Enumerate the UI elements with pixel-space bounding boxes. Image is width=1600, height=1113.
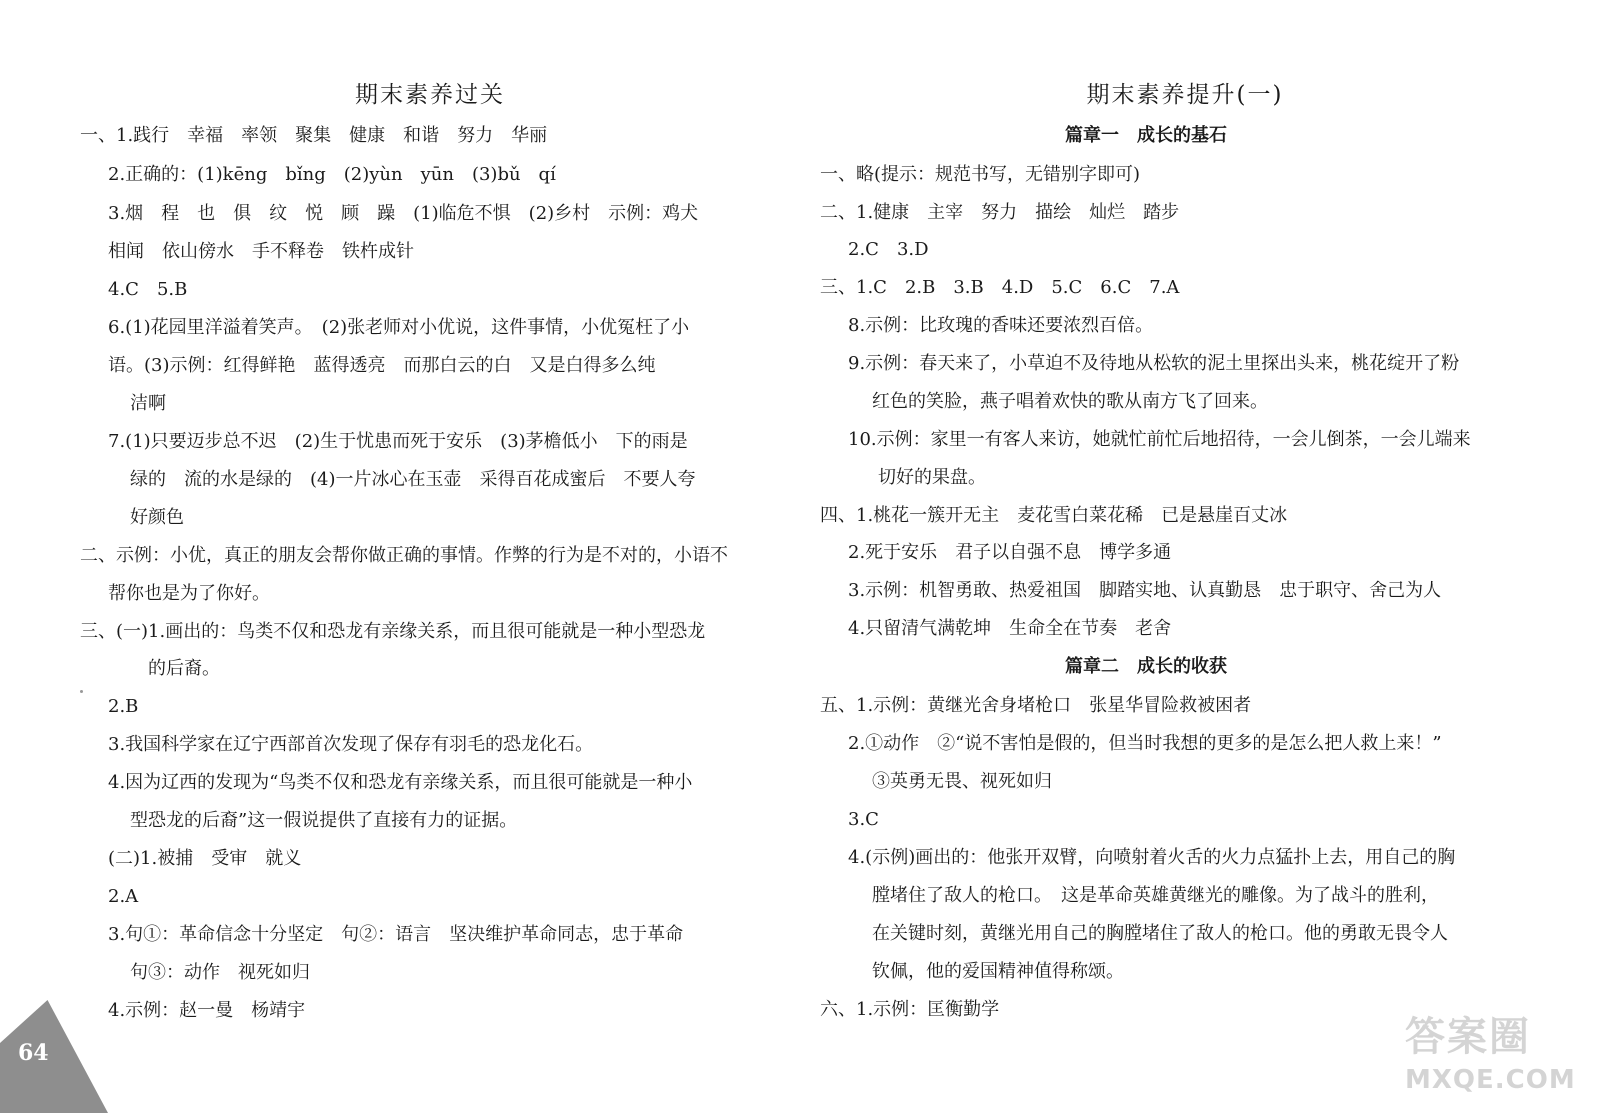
answer-line: 7.(1)只要迈步总不迟 (2)生于忧患而死于安乐 (3)茅檐低小 下的雨是 <box>108 431 688 452</box>
answer-line: 句③：动作 视死如归 <box>130 962 310 983</box>
answer-line: 绿的 流的水是绿的 (4)一片冰心在玉壶 采得百花成蜜后 不要人夸 <box>130 469 696 490</box>
answer-line: 4.(示例)画出的：他张开双臂，向喷射着火舌的火力点猛扑上去，用自己的胸 <box>848 847 1456 868</box>
answer-line: 切好的果盘。 <box>878 467 986 488</box>
answer-line: 一、1.践行 幸福 率领 聚集 健康 和谐 努力 华丽 <box>80 125 548 146</box>
answer-line: 3.我国科学家在辽宁西部首次发现了保存有羽毛的恐龙化石。 <box>108 734 594 755</box>
answer-line: 三、1.C 2.B 3.B 4.D 5.C 6.C 7.A <box>820 277 1180 298</box>
answer-line: 六、1.示例：匡衡勤学 <box>820 999 1000 1020</box>
answer-line: 2.A <box>108 886 139 907</box>
answer-line: ③英勇无畏、视死如归 <box>872 771 1052 792</box>
answer-line: 三、(一)1.画出的：鸟类不仅和恐龙有亲缘关系，而且很可能就是一种小型恐龙 <box>80 621 706 642</box>
answer-line: 4.因为辽西的发现为“鸟类不仅和恐龙有亲缘关系，而且很可能就是一种小 <box>108 772 693 793</box>
answer-line: 的后裔。 <box>148 658 220 679</box>
answer-line: 9.示例：春天来了，小草迫不及待地从松软的泥土里探出头来，桃花绽开了粉 <box>848 353 1460 374</box>
watermark <box>1405 1005 1585 1105</box>
answer-line: 3.示例：机智勇敢、热爱祖国 脚踏实地、认真勤恳 忠于职守、舍己为人 <box>848 580 1442 601</box>
watermark-logo: 答案圈 <box>1405 1013 1531 1060</box>
answer-line: 4.只留清气满乾坤 生命全在节奏 老舍 <box>848 618 1172 639</box>
answer-line: 钦佩，他的爱国精神值得称颂。 <box>872 961 1124 982</box>
answer-line: 五、1.示例：黄继光舍身堵枪口 张星华冒险救被困者 <box>820 695 1252 716</box>
answer-line: 4.C 5.B <box>108 279 188 300</box>
answer-line: 型恐龙的后裔”这一假说提供了直接有力的证据。 <box>130 810 518 831</box>
answer-line: 好颜色 <box>130 507 184 528</box>
answer-line: 相闻 依山傍水 手不释卷 铁杵成针 <box>108 241 414 262</box>
right-page <box>800 0 1600 1113</box>
answer-line: 洁啊 <box>130 393 166 414</box>
answer-line: 10.示例：家里一有客人来访，她就忙前忙后地招待，一会儿倒茶，一会儿端来 <box>848 429 1471 450</box>
chapter-heading: 篇章二 成长的收获 <box>1065 656 1227 677</box>
answer-line: 3.烟 程 也 俱 纹 悦 顾 躁 (1)临危不惧 (2)乡村 示例：鸡犬 <box>108 203 699 224</box>
answer-line: 3.句①：革命信念十分坚定 句②：语言 坚决维护革命同志，忠于革命 <box>108 924 684 945</box>
left-page-title: 期末素养过关 <box>355 82 505 108</box>
answer-line: 四、1.桃花一簇开无主 麦花雪白菜花稀 已是悬崖百丈冰 <box>820 505 1288 526</box>
answer-line: 2.死于安乐 君子以自强不息 博学多通 <box>848 542 1172 563</box>
answer-line: 语。(3)示例：红得鲜艳 蓝得透亮 而那白云的白 又是白得多么纯 <box>108 355 656 376</box>
answer-line: (二)1.被捕 受审 就义 <box>108 848 302 869</box>
page-number: 64 <box>18 1040 49 1066</box>
watermark-url: MXQE.COM <box>1405 1065 1576 1095</box>
answer-line: 红色的笑脸，燕子唱着欢快的歌从南方飞了回来。 <box>872 391 1268 412</box>
answer-line: 2.C 3.D <box>848 239 929 260</box>
answer-line: 二、示例：小优，真正的朋友会帮你做正确的事情。作弊的行为是不对的，小语不 <box>80 545 728 566</box>
answer-line: 2.①动作 ②“说不害怕是假的，但当时我想的更多的是怎么把人救上来！” <box>848 733 1442 754</box>
answer-line: 一、略(提示：规范书写，无错别字即可) <box>820 164 1141 185</box>
answer-line: 2.正确的：(1)kēng bǐng (2)yùn yūn (3)bǔ qí <box>108 164 556 185</box>
answer-line: 帮你也是为了你好。 <box>108 583 270 604</box>
answer-line: 二、1.健康 主宰 努力 描绘 灿烂 踏步 <box>820 202 1180 223</box>
print-speck <box>80 690 83 693</box>
chapter-heading: 篇章一 成长的基石 <box>1065 125 1227 146</box>
answer-line: 4.示例：赵一曼 杨靖宇 <box>108 1000 306 1021</box>
right-page-title: 期末素养提升(一) <box>1086 82 1284 108</box>
answer-line: 2.B <box>108 696 139 717</box>
answer-line: 膛堵住了敌人的枪口。 这是革命英雄黄继光的雕像。为了战斗的胜利， <box>872 885 1439 906</box>
answer-line: 6.(1)花园里洋溢着笑声。 (2)张老师对小优说，这件事情，小优冤枉了小 <box>108 317 690 338</box>
answer-line: 8.示例：比玫瑰的香味还要浓烈百倍。 <box>848 315 1154 336</box>
answer-line: 3.C <box>848 809 879 830</box>
answer-line: 在关键时刻，黄继光用自己的胸膛堵住了敌人的枪口。他的勇敢无畏令人 <box>872 923 1448 944</box>
